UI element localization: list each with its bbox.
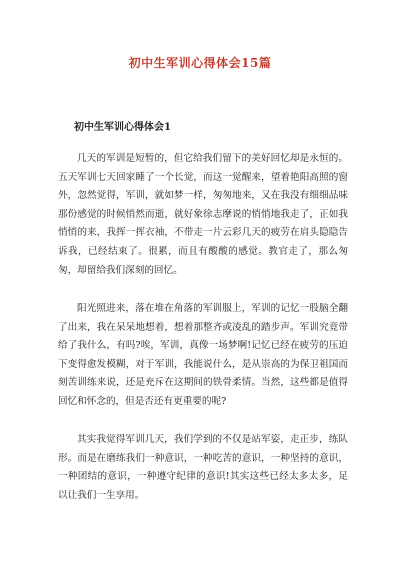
body-paragraph-1: 几天的军训是短暂的，但它给我们留下的美好回忆却是永恒的。五天军训七天回家睡了一个长觉，而这一觉醒来，望着艳阳高照的窗外，忽然觉得，军训，就如梦一样，匆匆地来，又在我没有细细品味那份感觉的时候悄然而逝，就好象徐志摩说的悄悄地我走了，正如我悄悄的来，我挥一挥衣袖，不带走一片云彩几天的疲劳在肩头隐隐告诉我，已经结束了。很累，而且有酸酸的感觉。教官走了，那么匆匆，却留给我们深刻的回忆。 [58, 153, 348, 276]
section-title: 初中生军训心得体会1 [74, 122, 171, 133]
body-paragraph-3: 其实我觉得军训几天，我们学到的不仅是站军姿，走正步，练队形。而是在磨练我们一种意识，一种吃苦的意识，一种坚持的意识，一种团结的意识，一种遵守纪律的意识!其实这些已经太多太多，足以让我们一生享用。 [58, 434, 348, 501]
document-title: 初中生军训心得体会15篇 [128, 56, 272, 70]
body-paragraph-2: 阳光照进来，落在堆在角落的军训服上，军训的记忆一股脑全翻了出来，我在呆呆地想着，想着那整齐或凌乱的踏步声。军训究竟带给了我什么，有吗?唉，军训，真像一场梦啊!记忆已经在疲劳的压迫下变得愈发模糊，对于军训，我能说什么，是从崇高的为保卫祖国而刻苦训练来说，还是充斥在这期间的铁骨柔情。当然，这些都是值得回忆和怀念的，但是否还有更重要的呢? [58, 303, 348, 407]
